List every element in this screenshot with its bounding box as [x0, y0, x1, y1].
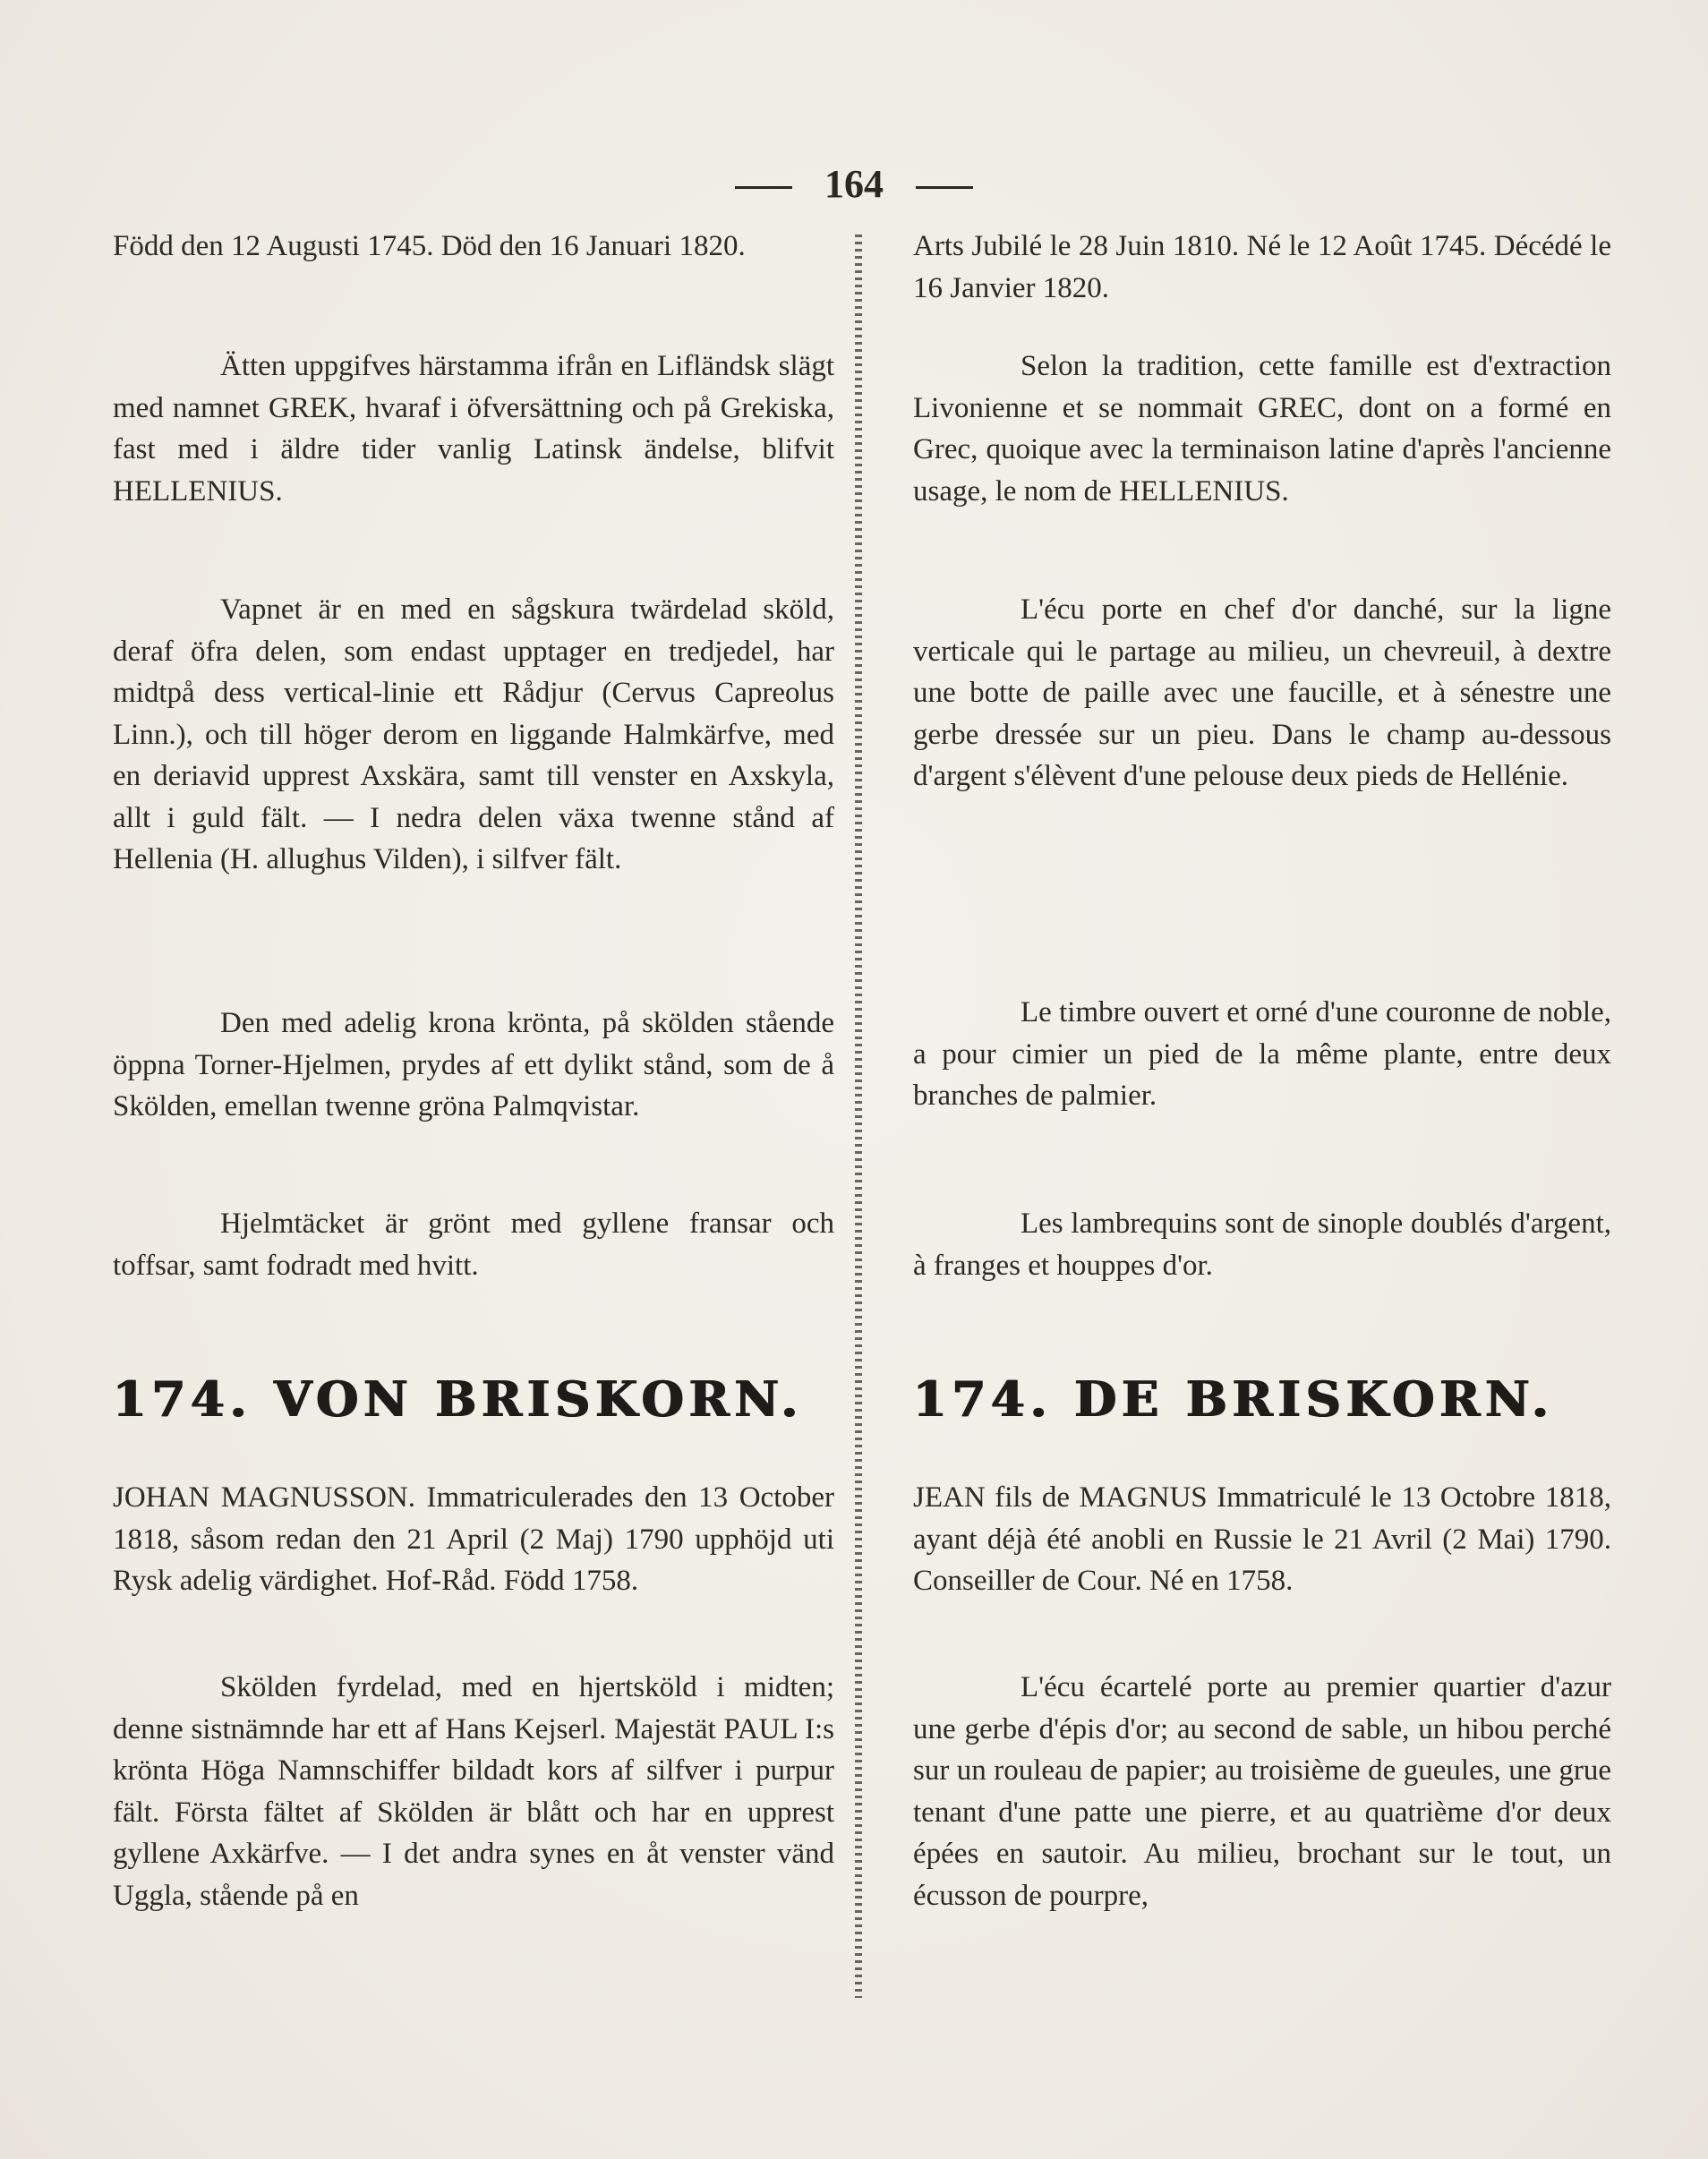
right-origin-paragraph: Selon la tradition, cette famille est d'extraction Livonienne et se nommait GREC, dont on a formé en Grec, quoique avec la terminaison latine d'après l'ancienne usage, le nom de HELLENIUS.	[913, 350, 1611, 508]
right-person-entry: JEAN fils de MAGNUS Immatriculé le 13 Octobre 1818, ayant déjà été anobli en Russie le 21 Avril (2 Mai) 1790. Conseiller de Cour. Né en 1758.	[913, 1481, 1611, 1597]
right-shield-paragraph: L'écu écartelé porte au premier quartier d'azur une gerbe d'épis d'or; au second de sable, un hibou perché sur un rouleau de papier; au troisième de gueules, une grue tenant d'une patte une pierre, et au quatrième d'or deux épées en sautoir. Au milieu, brochant sur le tout, un écusson de pourpre,	[913, 1671, 1611, 1912]
page-number: 164	[824, 162, 884, 206]
right-arms-paragraph: L'écu porte en chef d'or danché, sur la ligne verticale qui le partage au milieu, un chevreuil, à dextre une botte de paille avec une faucille, et à sénestre une gerbe dressée sur un pieu. Dans le champ au-dessous d'argent s'élèvent d'une pelouse deux pieds de Hellénie.	[913, 593, 1611, 792]
left-person-entry: JOHAN MAGNUSSON. Immatriculerades den 13 October 1818, såsom redan den 21 April (2 Maj) 1790 upphöjd uti Rysk adelig värdighet. Hof-Råd. Född 1758.	[113, 1481, 834, 1597]
right-birth-death: Arts Jubilé le 28 Juin 1810. Né le 12 Août 1745. Décédé le 16 Janvier 1820.	[913, 230, 1611, 304]
left-mantling-paragraph: Hjelmtäcket är grönt med gyllene fransar och toffsar, samt fodradt med hvitt.	[113, 1208, 834, 1282]
column-divider	[855, 235, 862, 1998]
right-helmet-paragraph: Le timbre ouvert et orné d'une couronne de noble, a pour cimier un pied de la même plante, entre deux branches de palmier.	[913, 996, 1611, 1112]
left-section-heading: 174. VON BRISKORN.	[113, 1370, 804, 1428]
header-dash-right	[916, 186, 973, 189]
page-header	[0, 161, 1708, 207]
left-origin-paragraph: Ätten uppgifves härstamma ifrån en Lifländsk slägt med namnet GREK, hvaraf i öfversättning och på Grekiska, fast med i äldre tider vanlig Latinsk ändelse, blifvit HELLENIUS.	[113, 350, 834, 508]
left-arms-paragraph: Vapnet är en med en sågskura twärdelad sköld, deraf öfra delen, som endast upptager en tredjedel, har midtpå dess vertical-linie ett Rådjur (Cervus Capreolus Linn.), och till höger derom en liggande Halmkärfve, med en deriavid upprest Axskära, samt till venster en Axskyla, allt i guld fält. — I nedra delen växa twenne stånd af Hellenia (H. allughus Vilden), i silfver fält.	[113, 593, 834, 875]
right-section-heading: 174. DE BRISKORN.	[913, 1370, 1554, 1428]
left-shield-paragraph: Skölden fyrdelad, med en hjertsköld i midten; denne sistnämnde har ett af Hans Kejserl. Majestät PAUL I:s krönta Höga Namnschiffer bildadt kors af silfver i purpur fält. Första fältet af Skölden är blått och har en upprest gyllene Axkärfve. — I det andra synes en åt venster vänd Uggla, stående på en	[113, 1671, 834, 1912]
right-mantling-paragraph: Les lambrequins sont de sinople doublés d'argent, à franges et houppes d'or.	[913, 1208, 1611, 1282]
header-dash-left	[735, 186, 792, 189]
left-birth-death: Född den 12 Augusti 1745. Död den 16 Januari 1820.	[113, 230, 746, 262]
left-helmet-paragraph: Den med adelig krona krönta, på skölden stående öppna Torner-Hjelmen, prydes af ett dylikt stånd, som de å Skölden, emellan twenne gröna Palmqvistar.	[113, 1007, 834, 1122]
